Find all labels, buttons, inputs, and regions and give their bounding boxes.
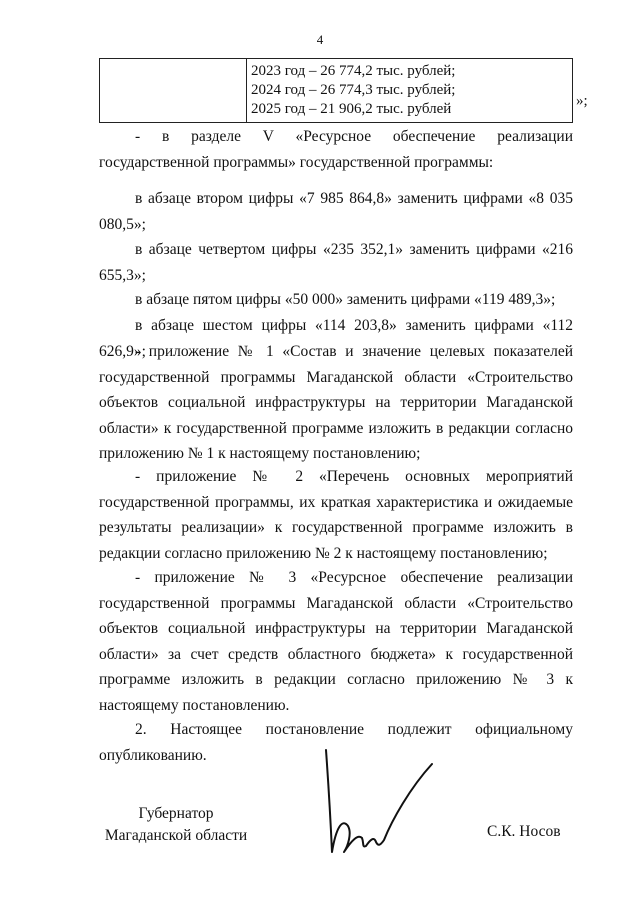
paragraph-abzac-6: в абзаце шестом цифры «114 203,8» заменить цифрами «112 626,9»; [99,317,573,360]
closing-quote: »; [576,93,588,109]
paragraph-abzac-2: в абзаце втором цифры «7 985 864,8» заменить цифрами «8 035 080,5»; [99,190,573,233]
paragraph-abzac-4: в абзаце четвертом цифры «235 352,1» заменить цифрами «216 655,3»; [99,241,573,284]
signatory-name: С.К. Носов [487,823,561,840]
funding-line-2023: 2023 год – 26 774,2 тыс. рублей; [251,63,456,79]
paragraph-appendix-1: - приложение № 1 «Состав и значение целевых показателей государственной программы Магаданской области «Строительство объектов социальной инфраструктуры на территории Магаданской области» к государственной программе изложить в редакции согласно приложению № 1 к настоящему постановлению; [99,343,573,462]
paragraph-section-v: - в разделе V «Ресурсное обеспечение реализации государственной программы» государственной программы: [99,128,573,171]
funding-line-2025: 2025 год – 21 906,2 тыс. рублей [251,101,452,117]
page-number: 4 [316,32,324,47]
handwritten-signature [318,748,438,858]
signatory-role-line2: Магаданской области [104,827,248,844]
funding-line-2024: 2024 год – 26 774,3 тыс. рублей; [251,82,456,98]
table-row [100,59,573,123]
table-funding-cell [247,59,573,123]
signatory-role-line1: Губернатор [138,805,214,822]
signatory-role [96,803,256,847]
paragraph-abzac-5: в абзаце пятом цифры «50 000» заменить цифрами «119 489,3»; [135,291,556,308]
funding-table [99,58,573,123]
paragraph-publication: 2. Настоящее постановление подлежит официальному опубликованию. [99,721,573,764]
paragraph-appendix-2: - приложение № 2 «Перечень основных мероприятий государственной программы, их краткая характеристика и ожидаемые результаты реализации» к государственной программе изложить в редакции согласно приложению № 2 к настоящему постановлению; [99,468,573,562]
paragraph-appendix-3: - приложение № 3 «Ресурсное обеспечение реализации государственной программы Магаданской области «Строительство объектов социальной инфраструктуры на территории Магаданской области» за счет средств областного бюджета» к государственной программе изложить в редакции согласно приложению № 3 к настоящему постановлению. [99,569,573,714]
table-empty-cell [100,59,247,123]
